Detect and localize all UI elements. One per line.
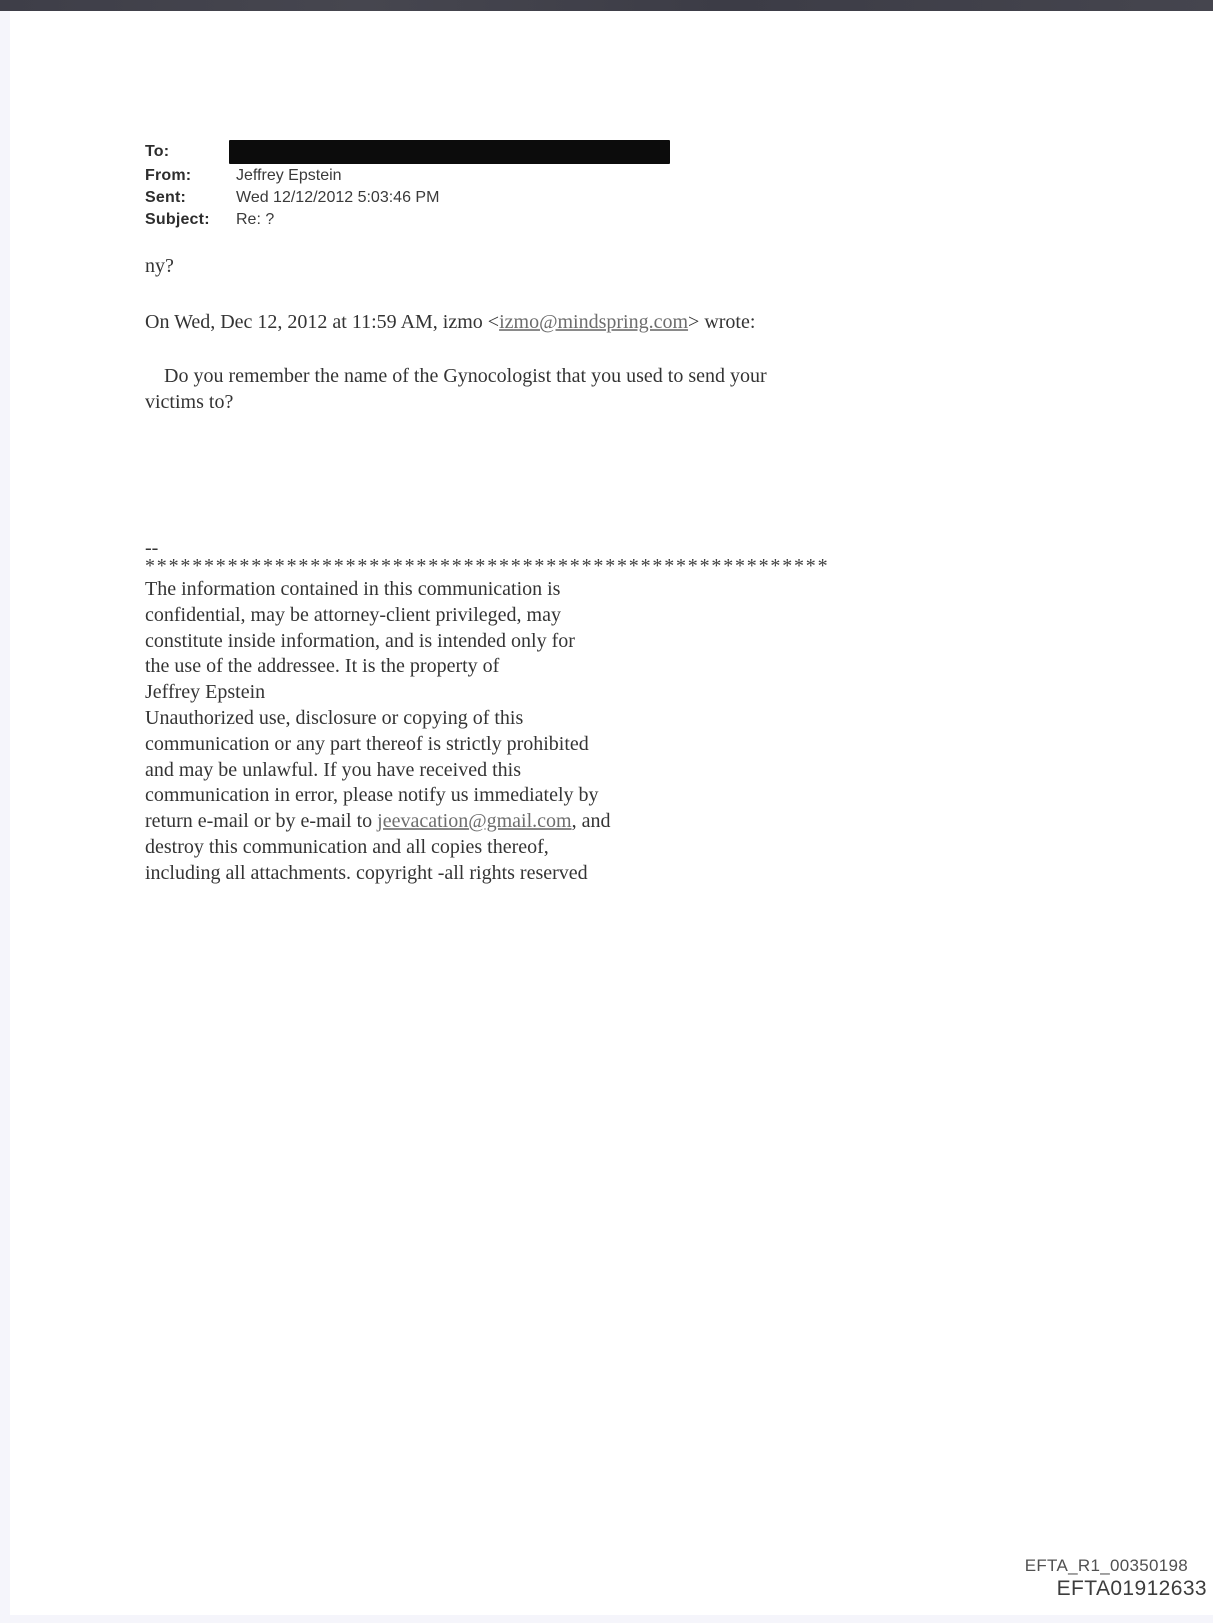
confidentiality-disclaimer [145,577,610,887]
bates-number: EFTA_R1_00350198 [1024,1556,1188,1575]
quote-prefix: On Wed, Dec 12, 2012 at 11:59 AM, izmo < [145,311,500,333]
subject-label: Subject: [145,211,210,228]
sent-label: Sent: [145,189,186,206]
disclaimer-lines-bottom [145,835,610,887]
disclaimer-line: confidential, may be attorney-client privileged, may [145,603,561,626]
subject-value: Re: ? [236,211,275,228]
disclaimer-line: including all attachments. copyright -all rights reserved [145,861,588,884]
sent-value: Wed 12/12/2012 5:03:46 PM [236,189,440,206]
disclaimer-line: and may be unlawful. If you have received this [145,758,521,781]
from-label: From: [145,167,192,184]
disclaimer-line: destroy this communication and all copies thereof, [145,835,549,858]
asterisk-divider: ********************************************************** [145,555,830,577]
quote-suffix: > wrote: [688,311,756,333]
quoted-question [145,363,767,415]
bates-stamps [1025,1555,1207,1603]
to-label: To: [145,143,170,160]
disclaimer-line: communication in error, please notify us immediately by [145,784,599,807]
disclaimer-line: communication or any part thereof is strictly prohibited [145,732,589,755]
sender-email-link: izmo@mindspring.com [499,311,689,333]
notify-email-link: jeevacation@gmail.com [377,810,572,833]
question-line-2: victims to? [145,391,234,413]
notify-suffix: , and [571,810,611,833]
quoted-message-attribution [145,311,755,334]
disclaimer-lines-top [145,577,610,809]
reply-text: ny? [145,255,174,277]
notify-prefix: return e-mail or by e-mail to [145,810,378,833]
signature-separator: -- [145,537,159,559]
redaction-bar [229,140,670,164]
document-page [10,11,1213,1615]
disclaimer-line: constitute inside information, and is intended only for [145,629,575,652]
scan-artifact-top-bar [0,0,1213,11]
from-value: Jeffrey Epstein [236,167,342,184]
disclaimer-line: Unauthorized use, disclosure or copying of this [145,706,524,729]
question-line-1: Do you remember the name of the Gynocologist that you used to send your [164,365,767,387]
disclaimer-email-line [145,809,610,835]
control-number: EFTA01912633 [1056,1577,1207,1601]
disclaimer-line: the use of the addressee. It is the property of [145,655,500,678]
disclaimer-line: Jeffrey Epstein [145,681,266,704]
disclaimer-line: The information contained in this communication is [145,578,561,600]
